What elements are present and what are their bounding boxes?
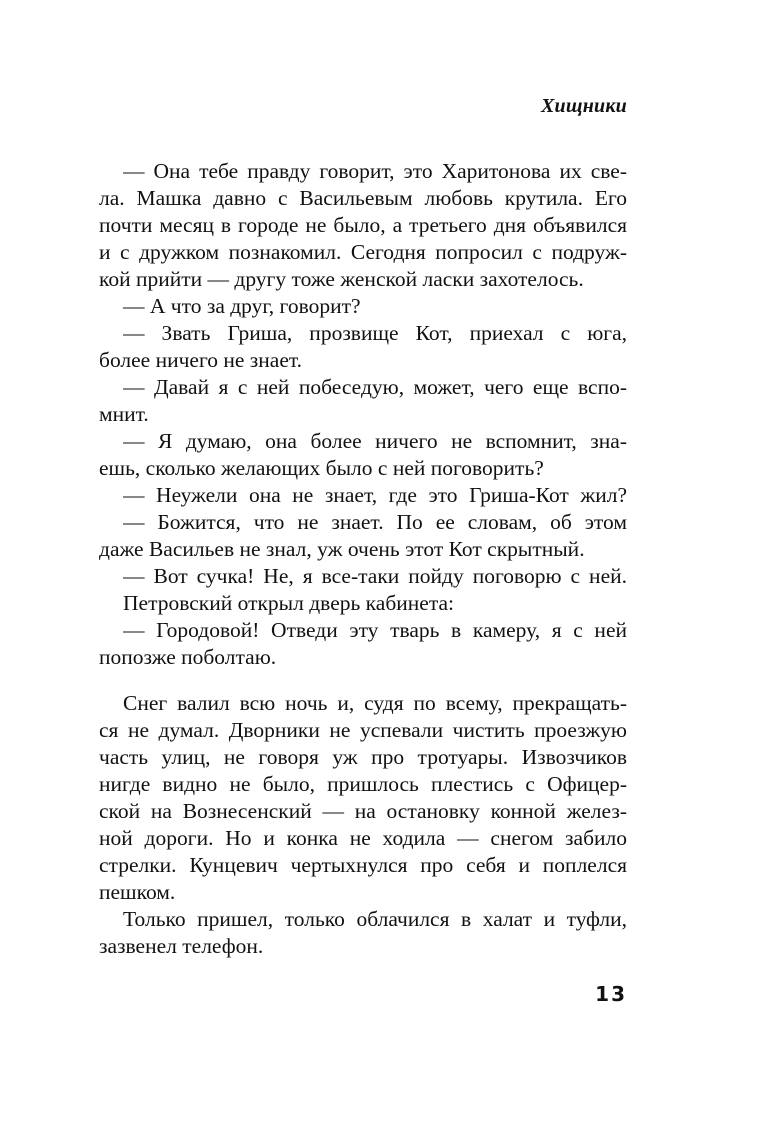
text-line: Снег валил всю ночь и, судя по всему, прекращать- <box>123 691 627 715</box>
text-line: ся не думал. Дворники не успевали чистить проезжую <box>99 718 627 742</box>
running-head-title: Хищники <box>540 95 627 117</box>
text-line: — Божится, что не знает. По ее словам, об этом <box>123 510 627 534</box>
text-line: кой прийти — другу тоже женской ласки захотелось. <box>99 267 584 291</box>
text-line: ла. Машка давно с Васильевым любовь крутила. Его <box>99 186 627 210</box>
text-line: ной дороги. Но и конка не ходила — снегом забило <box>99 826 627 850</box>
text-line: даже Васильев не знал, уж очень этот Кот скрытный. <box>99 537 585 561</box>
text-line: и с дружком познакомил. Сегодня попросил с подруж- <box>99 240 627 264</box>
text-line: ешь, сколько желающих было с ней поговорить? <box>99 456 544 480</box>
page-number: 13 <box>595 982 627 1006</box>
text-line: попозже поболтаю. <box>99 645 277 669</box>
text-line: Только пришел, только облачился в халат и туфли, <box>123 907 627 931</box>
text-line: почти месяц в городе не было, а третьего дня объявился <box>99 213 627 237</box>
text-line: стрелки. Кунцевич чертыхнулся про себя и поплелся <box>99 853 627 877</box>
text-line: мнит. <box>99 402 149 426</box>
text-line: пешком. <box>99 880 176 904</box>
text-line: зазвенел телефон. <box>99 934 264 958</box>
text-line: — Городовой! Отведи эту тварь в камеру, я с ней <box>123 618 627 642</box>
text-line: более ничего не знает. <box>99 348 303 372</box>
text-block-narrative <box>99 690 627 960</box>
text-line: — А что за друг, говорит? <box>123 294 361 318</box>
text-line: часть улиц, не говоря уж про тротуары. Извозчиков <box>99 745 627 769</box>
text-line: — Давай я с ней побеседую, может, чего еще вспо- <box>123 375 627 399</box>
text-line: нигде видно не было, пришлось плестись с Офицер- <box>99 772 627 796</box>
text-line: — Звать Гриша, прозвище Кот, приехал с юга, <box>123 321 627 345</box>
text-line: — Неужели она не знает, где это Гриша-Кот жил? <box>123 483 627 507</box>
text-line: ской на Вознесенский — на остановку конной желез- <box>99 799 627 823</box>
text-block-dialogue <box>99 158 627 671</box>
text-line: — Я думаю, она более ничего не вспомнит, зна- <box>123 429 627 453</box>
text-line: — Вот сучка! Не, я все-таки пойду поговорю с ней. <box>123 564 627 588</box>
text-line: Петровский открыл дверь кабинета: <box>123 591 455 615</box>
text-line: — Она тебе правду говорит, это Харитонова их све- <box>123 159 627 183</box>
